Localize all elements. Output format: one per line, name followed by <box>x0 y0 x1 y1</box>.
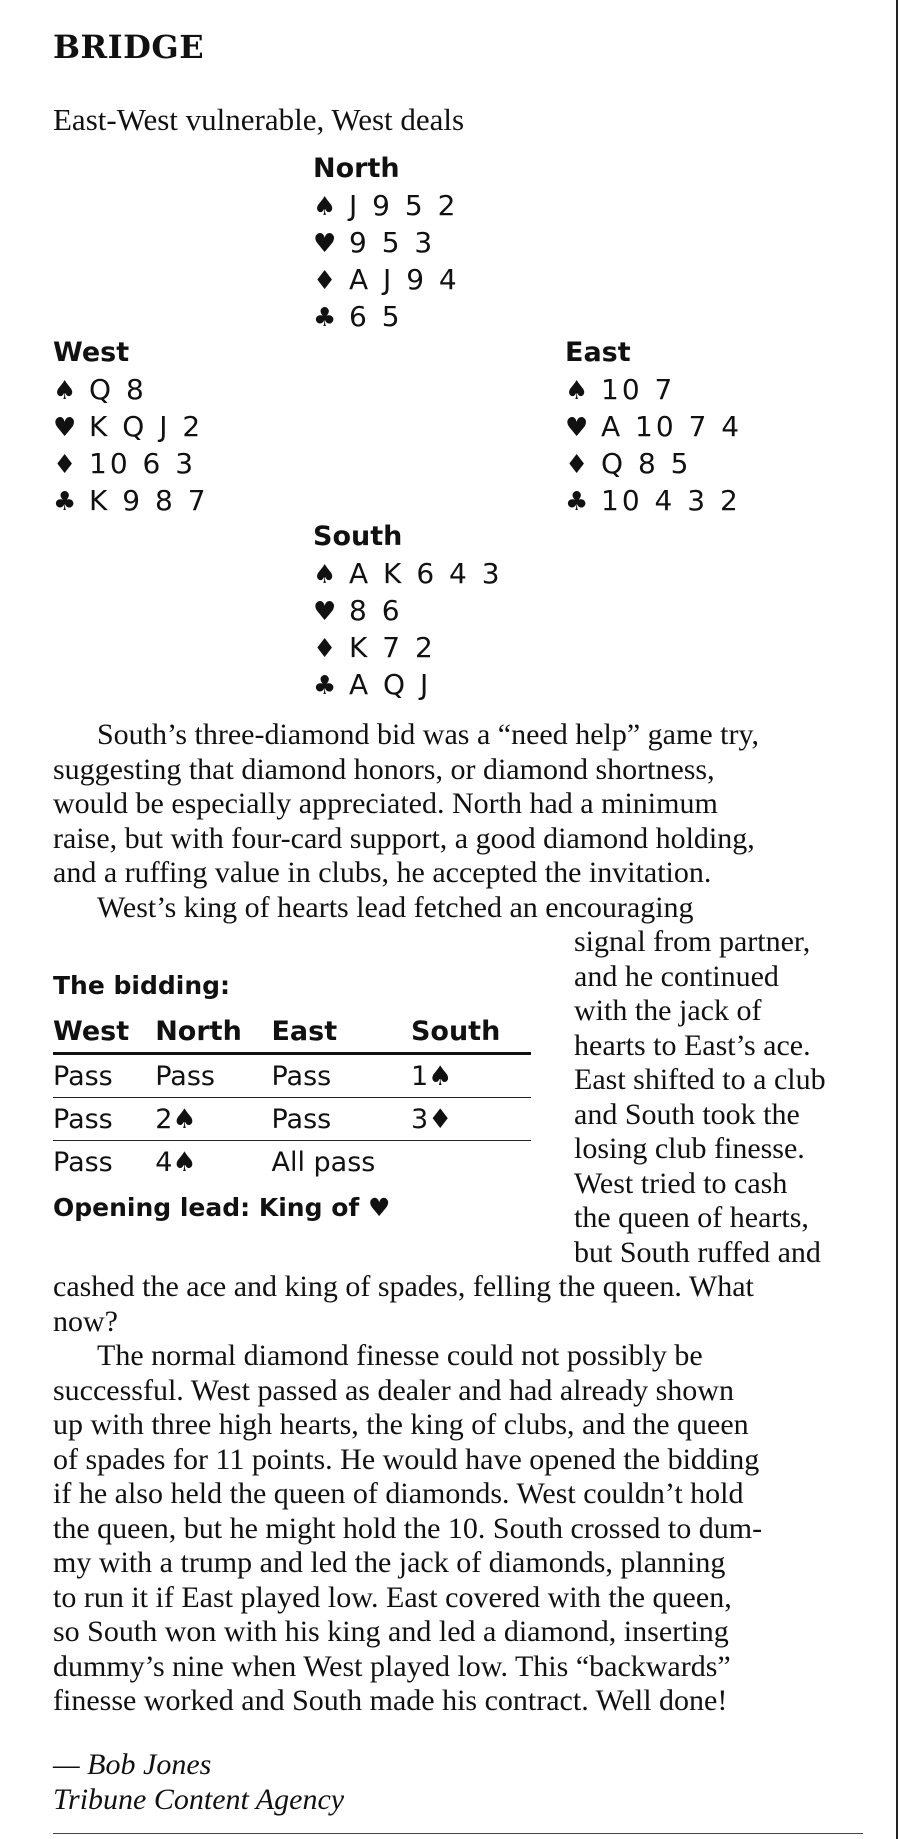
spade-icon: ♠ <box>565 376 589 406</box>
spade-icon: ♠ <box>313 560 337 590</box>
text-line: finesse worked and South made his contract. Well done! <box>53 1684 728 1717</box>
seat-label: West <box>53 337 130 368</box>
clubs-holding: ♣ K 9 8 7 <box>53 482 209 519</box>
spades-holding: ♠ A K 6 4 3 <box>313 555 503 592</box>
text-line: if he also held the queen of diamonds. West couldn’t hold <box>53 1477 744 1510</box>
article-paragraph-1 <box>53 718 759 925</box>
bid-cell: Pass <box>155 1054 271 1098</box>
author-name: — Bob Jones <box>53 1748 212 1781</box>
hand-west <box>53 334 209 519</box>
text-line: East shifted to a club <box>574 1063 826 1096</box>
text-line: and he continued <box>574 959 779 993</box>
article-paragraph-2-end <box>53 1270 754 1339</box>
text-line: and South took the <box>574 1097 800 1131</box>
hearts-holding: ♥ 8 6 <box>313 592 503 629</box>
hand-east <box>565 334 742 519</box>
text-line: suggesting that diamond honors, or diamond shortness, <box>53 752 715 786</box>
diamonds-holding: ♦ 10 6 3 <box>53 445 209 482</box>
text-line: South’s three-diamond bid was a “need help” game try, <box>97 718 760 751</box>
text-line: so South won with his king and led a diamond, inserting <box>53 1615 729 1648</box>
text-line: the queen, but he might hold the 10. South crossed to dum- <box>53 1511 763 1545</box>
clubs-holding: ♣ A Q J <box>313 666 503 703</box>
spades-holding: ♠ J 9 5 2 <box>313 187 460 224</box>
bidding-row <box>53 1054 531 1098</box>
text-line: to run it if East played low. East covered with the queen, <box>53 1580 732 1614</box>
text-line: and a ruffing value in clubs, he accepted the invitation. <box>53 856 712 889</box>
hand-north <box>313 150 460 335</box>
bidding-row <box>53 1141 531 1184</box>
column-header: East <box>271 1010 410 1054</box>
club-icon: ♣ <box>313 303 337 333</box>
clubs-holding: ♣ 6 5 <box>313 298 460 335</box>
hearts-holding: ♥ K Q J 2 <box>53 408 209 445</box>
spade-icon: ♠ <box>313 192 337 222</box>
opening-lead: Opening lead: King of ♥ <box>53 1193 391 1222</box>
bid-cell: Pass <box>271 1098 410 1141</box>
seat-label: South <box>313 521 403 552</box>
text-line: The normal diamond finesse could not possibly be <box>97 1339 703 1372</box>
spades-holding: ♠ 10 7 <box>565 371 742 408</box>
diamonds-holding: ♦ Q 8 5 <box>565 445 742 482</box>
bid-cell: 2♠ <box>155 1098 271 1141</box>
article-paragraph-3 <box>53 1339 762 1719</box>
seat-label: North <box>313 153 400 184</box>
bid-cell: Pass <box>53 1054 155 1098</box>
heart-icon: ♥ <box>53 413 77 443</box>
text-line: signal from partner, <box>574 925 811 958</box>
text-line: dummy’s nine when West played low. This “backwards” <box>53 1649 731 1683</box>
diamond-icon: ♦ <box>53 450 77 480</box>
heart-icon: ♥ <box>313 229 337 259</box>
spade-icon: ♠ <box>53 376 77 406</box>
text-line: cashed the ace and king of spades, felling the queen. What <box>53 1270 754 1303</box>
diamonds-holding: ♦ A J 9 4 <box>313 261 460 298</box>
text-line: hearts to East’s ace. <box>574 1028 811 1062</box>
text-line: West’s king of hearts lead fetched an encouraging <box>97 890 694 924</box>
column-header: North <box>155 1010 271 1054</box>
bid-cell: 1♠ <box>411 1054 531 1098</box>
diamond-icon: ♦ <box>313 634 337 664</box>
seat-label: East <box>565 337 631 368</box>
text-line: but South ruffed and <box>574 1235 821 1269</box>
bottom-rule <box>53 1833 863 1834</box>
text-line: losing club finesse. <box>574 1132 805 1165</box>
column-header: West <box>53 1010 155 1054</box>
text-line: raise, but with four-card support, a good diamond holding, <box>53 821 755 855</box>
club-icon: ♣ <box>565 487 589 517</box>
bid-cell: Pass <box>53 1146 113 1178</box>
hand-south <box>313 518 503 703</box>
clubs-holding: ♣ 10 4 3 2 <box>565 482 742 519</box>
bidding-table <box>53 1010 531 1183</box>
column-header: South <box>411 1010 531 1054</box>
text-line: now? <box>53 1304 118 1338</box>
text-line: up with three high hearts, the king of clubs, and the queen <box>53 1408 749 1441</box>
bidding-header-row <box>53 1010 531 1054</box>
text-line: would be especially appreciated. North had a minimum <box>53 787 718 820</box>
agency-name: Tribune Content Agency <box>53 1782 345 1816</box>
bid-cell: 3♦ <box>411 1098 531 1141</box>
bid-cell: All pass <box>271 1146 376 1178</box>
diamonds-holding: ♦ K 7 2 <box>313 629 503 666</box>
bid-cell: 4♠ <box>155 1146 197 1178</box>
club-icon: ♣ <box>53 487 77 517</box>
hearts-holding: ♥ 9 5 3 <box>313 224 460 261</box>
article-paragraph-2-wrap <box>574 925 826 1270</box>
text-line: successful. West passed as dealer and had already shown <box>53 1373 734 1407</box>
right-border-rule <box>896 0 898 1839</box>
hearts-holding: ♥ A 10 7 4 <box>565 408 742 445</box>
bid-cell: Pass <box>53 1098 155 1141</box>
byline <box>53 1748 344 1817</box>
text-line: with the jack of <box>574 994 762 1027</box>
bidding-title: The bidding: <box>53 971 231 1000</box>
text-line: the queen of hearts, <box>574 1201 809 1234</box>
text-line: my with a trump and led the jack of diamonds, planning <box>53 1546 726 1579</box>
spades-holding: ♠ Q 8 <box>53 371 209 408</box>
column-title: BRIDGE <box>53 28 205 66</box>
diamond-icon: ♦ <box>565 450 589 480</box>
deal-conditions: East-West vulnerable, West deals <box>53 102 465 137</box>
text-line: of spades for 11 points. He would have opened the bidding <box>53 1442 760 1476</box>
text-line: West tried to cash <box>574 1166 788 1200</box>
heart-icon: ♥ <box>565 413 589 443</box>
heart-icon: ♥ <box>313 597 337 627</box>
bidding-row <box>53 1098 531 1141</box>
bid-cell <box>411 1141 531 1184</box>
bid-cell: Pass <box>271 1054 410 1098</box>
club-icon: ♣ <box>313 671 337 701</box>
diamond-icon: ♦ <box>313 266 337 296</box>
